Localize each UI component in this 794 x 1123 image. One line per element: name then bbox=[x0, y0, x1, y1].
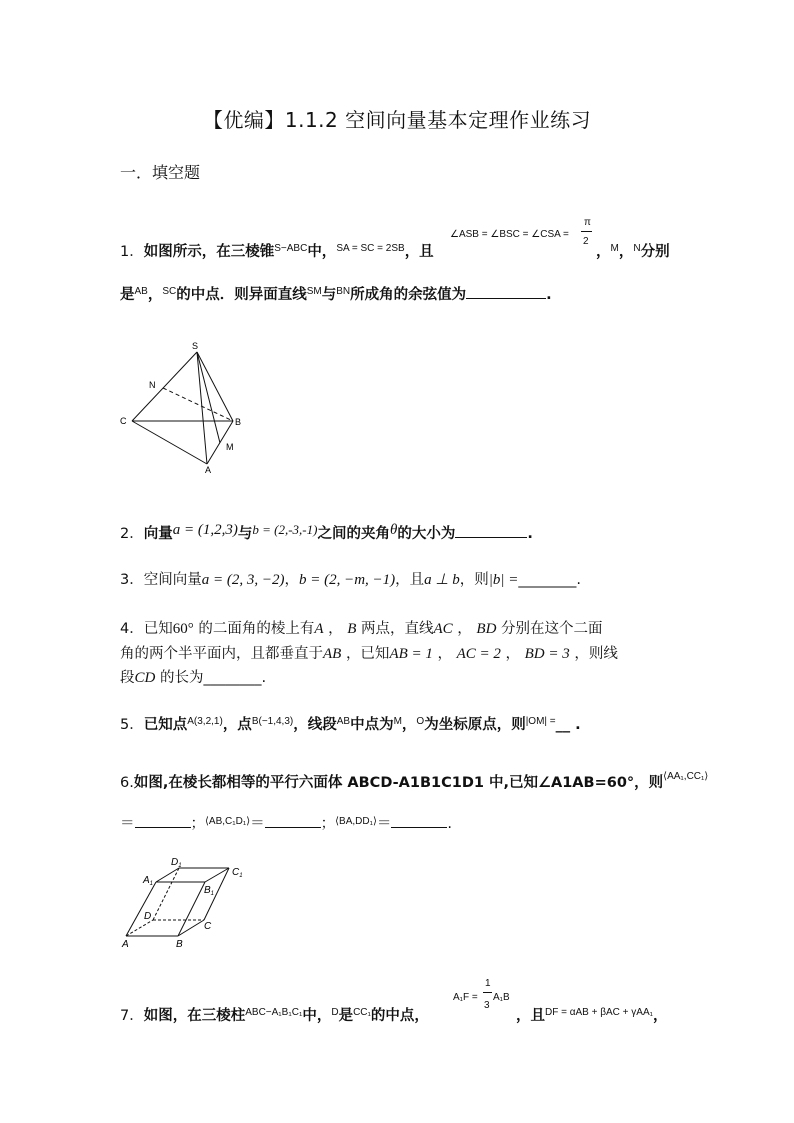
q5-text: ，线段 bbox=[293, 717, 337, 733]
q5-text: 已知点 bbox=[143, 717, 188, 733]
q1-fraction-bar bbox=[581, 231, 592, 232]
question-number: 7． bbox=[120, 1008, 144, 1024]
label-c: C bbox=[120, 416, 127, 426]
q1-math-sm: SM bbox=[306, 286, 322, 297]
label-a1: $A_1$ bbox=[143, 875, 154, 887]
edge-sm bbox=[197, 352, 220, 443]
q3-norm: |b| = bbox=[488, 572, 519, 588]
q7-vector-a1b: A₁B bbox=[493, 992, 510, 1003]
q1-text: ，且 bbox=[404, 244, 434, 260]
q5-text: ，点 bbox=[222, 717, 252, 733]
answer-blank[interactable] bbox=[466, 284, 546, 299]
q4-text: 角的两个半平面内，且都垂直于 bbox=[120, 646, 323, 662]
q5-point-a: A(3,2,1) bbox=[187, 716, 223, 727]
answer-blank[interactable] bbox=[135, 813, 191, 828]
q6-text: . bbox=[447, 816, 452, 832]
q7-text: 是 bbox=[338, 1008, 354, 1024]
figure-parallelepiped bbox=[116, 852, 251, 952]
q3-text: ， bbox=[284, 572, 299, 588]
q1-text: ， bbox=[147, 287, 163, 303]
q3-text: ，且 bbox=[395, 572, 425, 588]
q1-text: 是 bbox=[120, 287, 135, 303]
q6-text: ； bbox=[320, 816, 336, 832]
q2-text: 向量 bbox=[143, 526, 173, 542]
q7-text: 如图，在三棱柱 bbox=[143, 1008, 246, 1024]
question-1-line-1b bbox=[596, 240, 670, 261]
question-2 bbox=[120, 522, 533, 543]
q1-text: 的中点．则异面直线 bbox=[176, 287, 307, 303]
q2-text: 与 bbox=[237, 526, 253, 542]
q7-cc1: CC₁ bbox=[353, 1007, 371, 1018]
q5-origin-o: O bbox=[416, 716, 425, 727]
question-number: 5． bbox=[120, 717, 144, 733]
q4-line-bd: BD bbox=[476, 621, 497, 637]
q4-text: 的二面角的棱上有 bbox=[198, 621, 315, 637]
answer-blank[interactable] bbox=[455, 523, 527, 538]
q4-point-a: A bbox=[314, 621, 324, 637]
q7-fraction-bar bbox=[483, 992, 492, 993]
label-a: A bbox=[205, 465, 212, 475]
question-6-line-1 bbox=[120, 771, 708, 792]
q1-text: . bbox=[546, 287, 552, 303]
q4-ab: AB bbox=[323, 646, 342, 662]
label-b1: $B_1$ bbox=[204, 885, 215, 897]
q2-vector-b: b = (2,-3,-1) bbox=[252, 522, 318, 537]
q5-segment-ab: AB bbox=[336, 716, 351, 727]
question-4-line-3 bbox=[120, 666, 266, 687]
q3-perpendicular: a ⊥ b bbox=[424, 572, 460, 588]
q1-math-angles: ∠ASB = ∠BSC = ∠CSA = bbox=[450, 229, 569, 240]
q4-text: 已知 bbox=[143, 621, 173, 637]
question-5 bbox=[120, 713, 581, 734]
page-title: 【优编】1.1.2 空间向量基本定理作业练习 bbox=[202, 108, 592, 132]
q7-text: 的中点， bbox=[370, 1008, 429, 1024]
q4-angle: 60° bbox=[172, 621, 194, 637]
question-1-line-2 bbox=[120, 283, 552, 304]
q1-text: 如图所示，在三棱锥 bbox=[143, 244, 275, 260]
q3-vector-b: b = (2, −m, −1) bbox=[298, 572, 396, 588]
q4-ac-value: AC = 2 bbox=[456, 646, 501, 662]
question-6-line-2 bbox=[120, 812, 452, 833]
q1-math-bn: BN bbox=[336, 286, 351, 297]
q4-text: ，已知 bbox=[345, 646, 390, 662]
q7-fraction-den: 3 bbox=[484, 1000, 490, 1011]
q4-text: 段 bbox=[120, 670, 135, 686]
edge-sc bbox=[132, 352, 197, 421]
label-b: B bbox=[176, 939, 183, 950]
label-a: A bbox=[122, 939, 129, 950]
section-heading: 一．填空题 bbox=[120, 163, 201, 182]
label-c1: $C_1$ bbox=[232, 867, 243, 879]
q6-angle-ba-dd1: ⟨BA,DD₁⟩ bbox=[335, 816, 377, 827]
q7-text: ，且 bbox=[516, 1008, 545, 1024]
q6-text: ＝ bbox=[250, 816, 265, 832]
q7-point-d: D bbox=[331, 1007, 339, 1018]
q1-fraction-num: π bbox=[584, 217, 591, 228]
question-3 bbox=[120, 568, 581, 589]
q1-math-n: N bbox=[633, 243, 641, 254]
answer-blank[interactable]: ________. bbox=[518, 572, 581, 588]
label-d1: $D_1$ bbox=[171, 857, 182, 869]
q7-prism: ABC−A₁B₁C₁ bbox=[245, 1007, 303, 1018]
edge-ca bbox=[132, 421, 207, 464]
q4-bd-value: BD = 3 bbox=[524, 646, 570, 662]
q7-fraction-num: 1 bbox=[485, 978, 491, 989]
q5-point-b: B(−1,4,3) bbox=[251, 716, 294, 727]
q3-vector-a: a = (2, 3, −2) bbox=[201, 572, 285, 588]
q2-text: . bbox=[527, 526, 533, 542]
q2-vector-a: a = (1,2,3) bbox=[172, 522, 238, 538]
q5-text: 为坐标原点，则 bbox=[424, 717, 526, 733]
answer-blank[interactable] bbox=[265, 813, 321, 828]
q3-text: ，则 bbox=[459, 572, 489, 588]
q4-text: ， bbox=[457, 621, 472, 637]
q7-text: ， bbox=[653, 1008, 668, 1024]
q4-ab-value: AB = 1 bbox=[389, 646, 433, 662]
q6-text: ＝ bbox=[376, 816, 392, 832]
figure-tetrahedron bbox=[115, 338, 255, 476]
q1-text: 分别 bbox=[640, 244, 670, 260]
q6-angle-ab-c1d1: ⟨AB,C₁D₁⟩ bbox=[205, 816, 251, 827]
q1-text: ， bbox=[596, 244, 611, 260]
q5-text: ， bbox=[401, 717, 417, 733]
edge-aa1 bbox=[126, 882, 156, 936]
q4-cd: CD bbox=[134, 670, 156, 686]
q6-text: ＝ bbox=[120, 816, 135, 832]
q1-math-lengths: SA = SC = 2SB bbox=[336, 243, 405, 254]
q4-text: 两点，直线 bbox=[361, 621, 434, 637]
question-7-tail bbox=[516, 1004, 668, 1025]
q1-fraction-den: 2 bbox=[583, 236, 589, 247]
q4-text: ， bbox=[505, 646, 521, 662]
q1-text: ， bbox=[618, 244, 634, 260]
answer-blank[interactable] bbox=[391, 813, 447, 828]
q5-midpoint-m: M bbox=[393, 716, 402, 727]
label-d: D bbox=[144, 911, 152, 922]
label-m: M bbox=[226, 442, 234, 452]
q4-text: ，则线 bbox=[574, 646, 618, 662]
q5-norm-om: |OM| = bbox=[525, 716, 556, 727]
q7-vector-a1f: A₁F = bbox=[453, 992, 478, 1003]
q2-text: 的大小为 bbox=[397, 526, 456, 542]
q4-text: ， bbox=[328, 621, 343, 637]
question-number: 2． bbox=[120, 526, 144, 542]
q1-text: 中， bbox=[307, 244, 337, 260]
answer-blank[interactable]: 的长为________. bbox=[159, 670, 267, 686]
q1-math-ab: AB bbox=[134, 286, 148, 297]
label-b: B bbox=[235, 417, 242, 427]
q4-line-ac: AC bbox=[433, 621, 453, 637]
q1-text: 所成角的余弦值为 bbox=[350, 287, 467, 303]
question-number: 4． bbox=[120, 621, 144, 637]
q2-text: 之间的夹角 bbox=[317, 526, 390, 542]
q4-text: 分别在这个二面 bbox=[501, 621, 603, 637]
q6-text: 如图,在棱长都相等的平行六面体 ABCD-A1B1C1D1 中,已知∠A1AB=60°，则 bbox=[133, 775, 664, 791]
question-number: 3． bbox=[120, 572, 144, 588]
label-n: N bbox=[149, 380, 156, 390]
q5-text: 中点为 bbox=[350, 717, 394, 733]
question-4-line-1 bbox=[120, 617, 603, 638]
answer-blank[interactable]: __ . bbox=[555, 717, 581, 733]
question-number: 1． bbox=[120, 244, 144, 260]
q6-angle-aa1-cc1: ⟨AA₁,CC₁⟩ bbox=[663, 771, 709, 782]
question-number: 6. bbox=[120, 775, 134, 791]
q2-theta: θ bbox=[389, 522, 398, 538]
question-7 bbox=[120, 1004, 429, 1025]
q7-vector-df: DF = αAB + βAC + γAA₁ bbox=[545, 1007, 653, 1018]
q4-text: ， bbox=[437, 646, 452, 662]
q1-math-tetra: S−ABC bbox=[274, 243, 308, 254]
q1-math-m: M bbox=[610, 243, 619, 254]
edge-nb-dashed bbox=[163, 388, 233, 421]
q6-text: ； bbox=[190, 816, 205, 832]
label-s: S bbox=[192, 341, 199, 351]
q4-point-b: B bbox=[347, 621, 357, 637]
label-c: C bbox=[204, 921, 212, 932]
question-1-line-1 bbox=[120, 240, 434, 261]
question-4-line-2 bbox=[120, 642, 618, 663]
q7-text: 中， bbox=[302, 1008, 332, 1024]
q3-text: 空间向量 bbox=[143, 572, 202, 588]
q1-text: 与 bbox=[321, 287, 337, 303]
q1-math-sc: SC bbox=[162, 286, 177, 297]
